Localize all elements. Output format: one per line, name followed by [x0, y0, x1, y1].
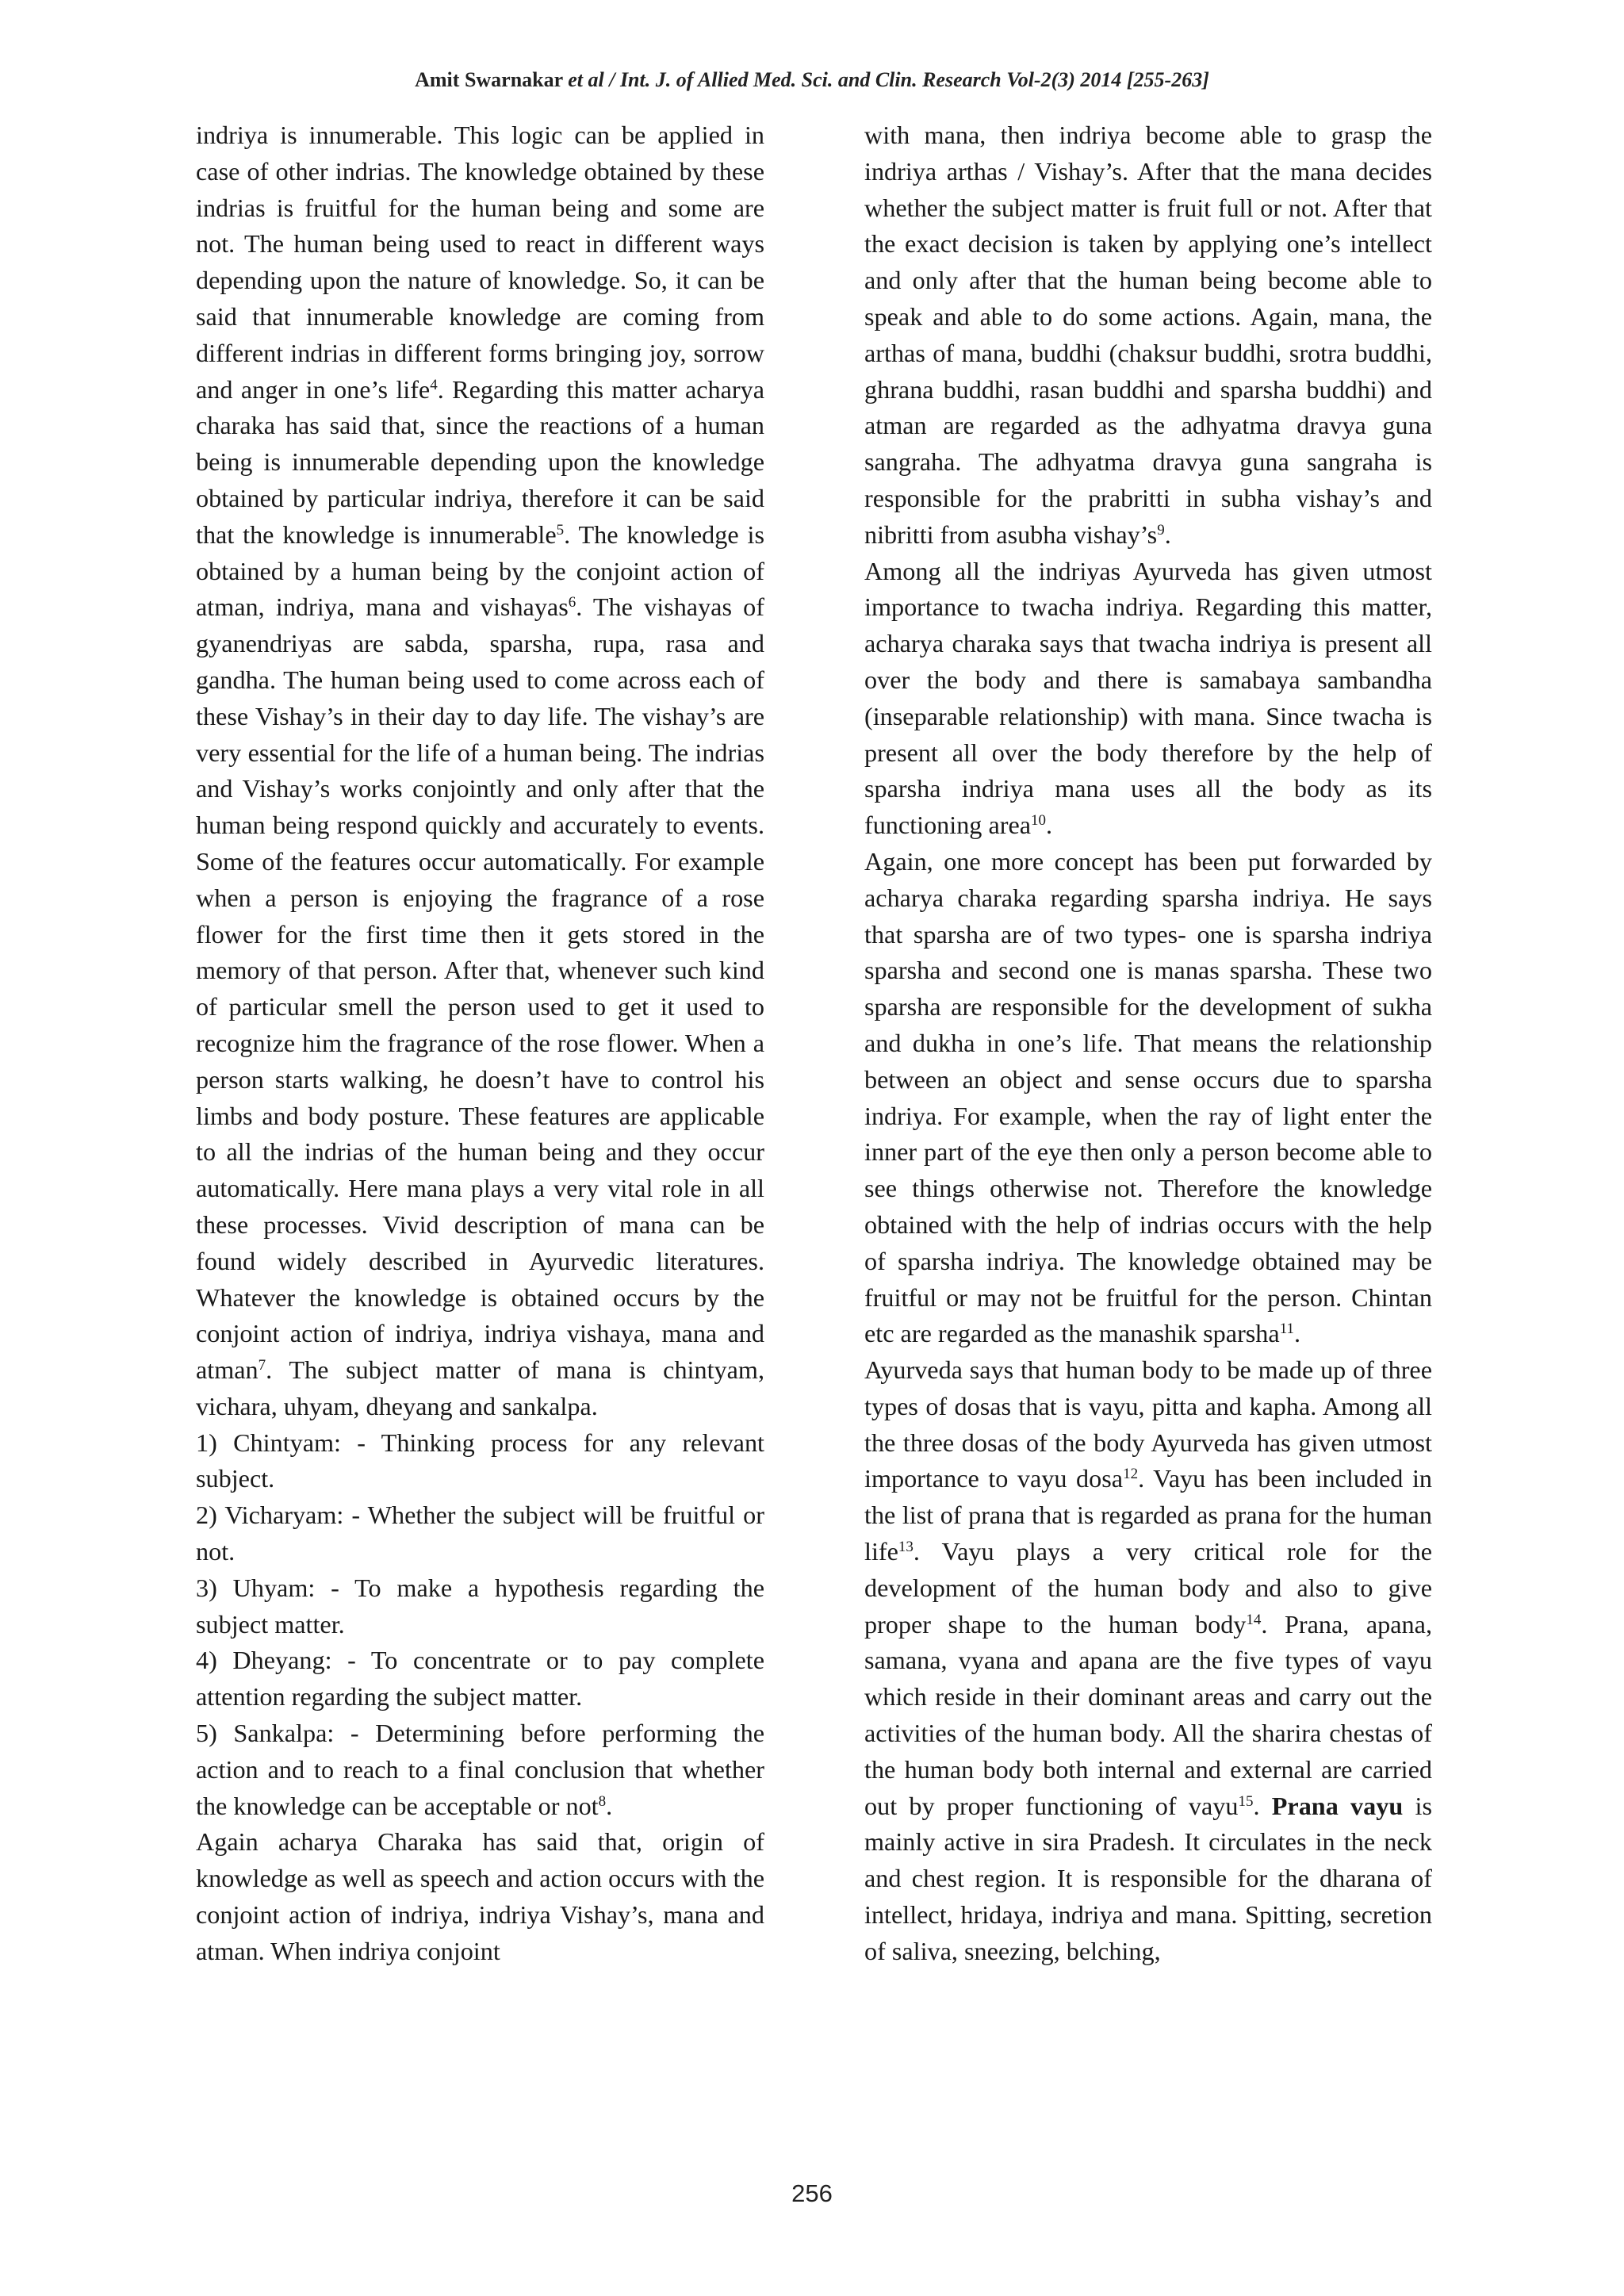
- left-paragraph-1: indriya is innumerable. This logic can be applied in case of other indrias. The knowledge obtained by these indrias is fruitful for the human being and some are not. The human being used to react in different ways depending upon the nature of knowledge. So, it can be said that innumerable knowledge are coming from different indrias in different forms bringing joy, sorrow and anger in one’s life$^4$. Regarding this matter acharya charaka has said that, since the reactions of a human being is innumerable depending upon the knowledge obtained by particular indriya, therefore it can be said that the knowledge is innumerable$^5$. The knowledge is obtained by a human being by the conjoint action of atman, indriya, mana and vishayas$^6$. The vishayas of gyanendriyas are sabda, sparsha, rupa, rasa and gandha. The human being used to come across each of these Vishay’s in their day to day life. The vishay’s are very essential for the life of a human being. The indrias and Vishay’s works conjointly and only after that the human being respond quickly and accurately to events. Some of the features occur automatically. For example when a person is enjoying the fragrance of a rose flower for the first time then it gets stored in the memory of that person. After that, whenever such kind of particular smell the person used to get it used to recognize him the fragrance of the rose flower. When a person starts walking, he doesn’t have to control his limbs and body posture. These features are applicable to all the indrias of the human being and they occur automatically. Here mana plays a very vital role in all these processes. Vivid description of mana can be found widely described in Ayurvedic literatures. Whatever the knowledge is obtained occurs by the conjoint action of indriya, indriya vishaya, mana and atman$^7$. The subject matter of mana is chintyam, vichara, uhyam, dheyang and sankalpa.: [196, 121, 764, 1420]
- right-paragraph-4: Ayurveda says that human body to be made up of three types of dosas that is vayu, pitta and kapha. Among all the three dosas of the body Ayurveda has given utmost importance to vayu dosa$^{12}$. Vayu has been included in the list of prana that is regarded as prana for the human life$^{13}$. Vayu plays a very critical role for the development of the human body and also to give proper shape to the human body$^{14}$. Prana, apana, samana, vyana and apana are the five types of vayu which reside in their dominant areas and carry out the activities of the human body. All the sharira chestas of the human body both internal and external are carried out by proper functioning of vayu$^{15}$. Prana vayu is mainly active in sira Pradesh. It circulates in the neck and chest region. It is responsible for the dharana of intellect, hridaya, indriya and mana. Spitting, secretion of saliva, sneezing, belching,: [864, 1355, 1432, 1965]
- citation-9: 9: [1157, 521, 1165, 539]
- list-item-sankalpa: 5) Sankalpa: - Determining before performing the action and to reach to a final conclusion that whether the knowledge can be acceptable or not$^8$.: [196, 1719, 764, 1820]
- header-journal: / Int. J. of Allied Med. Sci. and Clin. Research Vol-2(3) 2014 [255-263]: [609, 68, 1209, 91]
- left-paragraph-2: Again acharya Charaka has said that, origin of knowledge as well as speech and action occurs with the conjoint action of indriya, indriya Vishay’s, mana and atman. When indriya conjoint: [196, 1827, 764, 1965]
- citation-7: 7: [258, 1357, 266, 1374]
- bold-term-prana-vayu: Prana vayu: [1271, 1791, 1404, 1820]
- citation-12: 12: [1123, 1466, 1139, 1483]
- right-paragraph-1: with mana, then indriya become able to grasp the indriya arthas / Vishay’s. After that the mana decides whether the subject matter is fruit full or not. After that the exact decision is taken by applying one’s intellect and only after that the human being become able to speak and able to do some actions. Again, mana, the arthas of mana, buddhi (chaksur buddhi, srotra buddhi, ghrana buddhi, rasan buddhi and sparsha buddhi) and atman are regarded as the adhyatma dravya guna sangraha. The adhyatma dravya guna sangraha is responsible for the prabritti in subha vishay’s and nibritti from asubha $vishay’s^9$.: [864, 121, 1432, 549]
- header-et-al: et al: [568, 68, 604, 91]
- citation-15: 15: [1238, 1792, 1254, 1810]
- header-author: Amit Swarnakar: [415, 68, 563, 91]
- running-header: [0, 68, 1624, 92]
- citation-8: 8: [598, 1792, 607, 1810]
- citation-4: 4: [430, 376, 438, 393]
- citation-11: 11: [1279, 1320, 1294, 1338]
- citation-14: 14: [1246, 1611, 1262, 1628]
- list-item-vicharyam: 2) Vicharyam: - Whether the subject will be fruitful or not.: [196, 1501, 764, 1566]
- page-number: 256: [791, 2179, 833, 2207]
- list-item-uhyam: 3) Uhyam: - To make a hypothesis regarding the subject matter.: [196, 1573, 764, 1639]
- left-column: [196, 117, 764, 1970]
- list-item-chintyam: 1) Chintyam: - Thinking process for any relevant subject.: [196, 1428, 764, 1493]
- citation-13: 13: [898, 1539, 914, 1556]
- right-paragraph-3: Again, one more concept has been put forwarded by acharya charaka regarding sparsha indriya. He says that sparsha are of two types- one is sparsha indriya sparsha and second one is manas sparsha. These two sparsha are responsible for the development of sukha and dukha in one’s life. That means the relationship between an object and sense occurs due to sparsha indriya. For example, when the ray of light enter the inner part of the eye then only a person become able to see things otherwise not. Therefore the knowledge obtained with the help of indrias occurs with the help of sparsha indriya. The knowledge obtained may be fruitful or may not be fruitful for the person. Chintan etc are regarded as the manashik sparsha$^{11}$.: [864, 846, 1432, 1348]
- list-item-dheyang: 4) Dheyang: - To concentrate or to pay complete attention regarding the subject matter.: [196, 1646, 764, 1711]
- citation-6: 6: [568, 594, 576, 611]
- citation-10: 10: [1031, 812, 1047, 830]
- right-column: [864, 117, 1432, 1970]
- right-paragraph-2: Among all the indriyas Ayurveda has given utmost importance to twacha indriya. Regarding this matter, acharya charaka says that twacha indriya is present all over the body and there is samabaya sambandha (inseparable relationship) with mana. Since twacha is present all over the body therefore by the help of sparsha indriya mana uses all the body as its functioning area$^{10}$.: [864, 556, 1432, 840]
- citation-5: 5: [556, 521, 565, 539]
